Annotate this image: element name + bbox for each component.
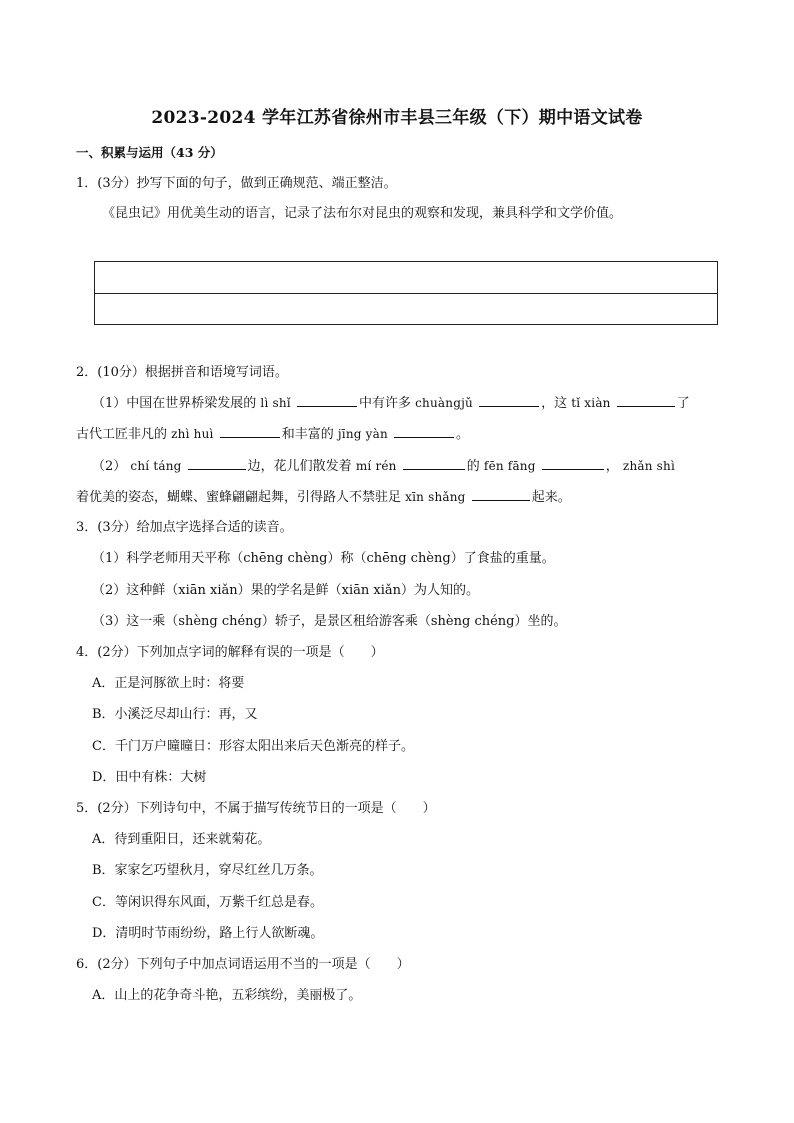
text-segment: 起来。	[531, 490, 571, 505]
text-segment: ，	[605, 459, 619, 474]
text-segment: ，这	[541, 396, 568, 411]
question-5-option-c[interactable]: C．等闲识得东风面，万紫千红总是春。	[92, 895, 323, 910]
text-segment: 古代工匠非凡的	[76, 427, 168, 442]
question-1-text: 《昆虫记》用优美生动的语言，记录了法布尔对昆虫的观察和发现，兼具科学和文学价值。	[102, 206, 623, 221]
question-5-stem: 5．(2分）下列诗句中，不属于描写传统节日的一项是（ ）	[76, 801, 436, 816]
pinyin: jīng yàn	[337, 427, 388, 441]
text-segment: （2）	[92, 459, 127, 474]
pinyin: xīn shǎng	[405, 490, 466, 504]
question-5-option-b[interactable]: B．家家乞巧望秋月，穿尽红丝几万条。	[92, 863, 323, 878]
copy-writing-box[interactable]	[94, 261, 718, 325]
question-3-stem: 3．(3分）给加点字选择合适的读音。	[76, 520, 293, 535]
text-segment: 了	[676, 396, 690, 411]
answer-blank[interactable]	[297, 393, 357, 407]
answer-blank[interactable]	[220, 424, 280, 438]
question-6-option-a[interactable]: A．山上的花争奇斗艳，五彩缤纷，美丽极了。	[92, 988, 362, 1003]
text-segment: 和丰富的	[281, 427, 334, 442]
text-segment: 的	[466, 459, 480, 474]
answer-blank[interactable]	[479, 393, 539, 407]
pinyin: chuàngjǔ	[415, 396, 473, 410]
question-2-stem: 2．(10分）根据拼音和语境写词语。	[76, 365, 288, 380]
question-1-stem: 1．(3分）抄写下面的句子，做到正确规范、端正整洁。	[76, 176, 397, 191]
question-2-line-4	[76, 487, 571, 508]
section-heading: 一、积累与运用（43 分）	[76, 145, 223, 160]
question-4-option-d[interactable]: D．田中有株：大树	[92, 770, 207, 785]
question-2-line-1	[92, 393, 690, 414]
answer-blank[interactable]	[403, 456, 465, 470]
text-segment: 中有许多	[358, 396, 411, 411]
text-segment: 着优美的姿态，蝴蝶、蜜蜂翩翩起舞，引得路人不禁驻足	[76, 490, 402, 505]
pinyin: chí táng	[130, 459, 182, 473]
text-segment: （1）中国在世界桥梁发展的	[92, 396, 257, 411]
question-6-stem: 6．(2分）下列句子中加点词语运用不当的一项是（ ）	[76, 957, 410, 972]
answer-blank[interactable]	[617, 393, 675, 407]
answer-blank[interactable]	[188, 456, 246, 470]
question-5-option-d[interactable]: D．清明时节雨纷纷，路上行人欲断魂。	[92, 926, 324, 941]
pinyin: zhǎn shì	[622, 459, 675, 473]
pinyin: mí rén	[355, 459, 397, 473]
answer-blank[interactable]	[394, 424, 454, 438]
copy-box-divider	[95, 293, 717, 294]
question-5-option-a[interactable]: A．待到重阳日，还来就菊花。	[92, 832, 271, 847]
question-4-option-a[interactable]: A．正是河豚欲上时：将要	[92, 676, 245, 691]
question-4-option-b[interactable]: B．小溪泛尽却山行：再，又	[92, 707, 258, 722]
text-segment: 。	[456, 427, 470, 442]
text-segment: 边，花儿们散发着	[247, 459, 352, 474]
question-2-line-3	[92, 456, 675, 477]
answer-blank[interactable]	[472, 487, 530, 501]
pinyin: tǐ xiàn	[571, 396, 611, 410]
page-title: 2023-2024 学年江苏省徐州市丰县三年级（下）期中语文试卷	[151, 108, 643, 128]
question-3-item-3[interactable]: （3）这一乘（shèng chéng）轿子，是景区租给游客乘（shèng chéng）坐的。	[92, 614, 567, 629]
question-3-item-1[interactable]: （1）科学老师用天平称（chēng chèng）称（chēng chèng）了食盐的重量。	[92, 551, 555, 566]
question-4-option-c[interactable]: C．千门万户曈曈日：形容太阳出来后天色渐亮的样子。	[92, 739, 414, 754]
pinyin: zhì huì	[171, 427, 214, 441]
question-3-item-2[interactable]: （2）这种鲜（xiān xiǎn）果的学名是鲜（xiān xiǎn）为人知的。	[92, 583, 479, 598]
answer-blank[interactable]	[542, 456, 604, 470]
pinyin: fēn fāng	[483, 459, 536, 473]
pinyin: lì shǐ	[260, 396, 291, 410]
question-4-stem: 4．(2分）下列加点字词的解释有误的一项是（ ）	[76, 645, 384, 660]
question-2-line-2	[76, 424, 469, 445]
